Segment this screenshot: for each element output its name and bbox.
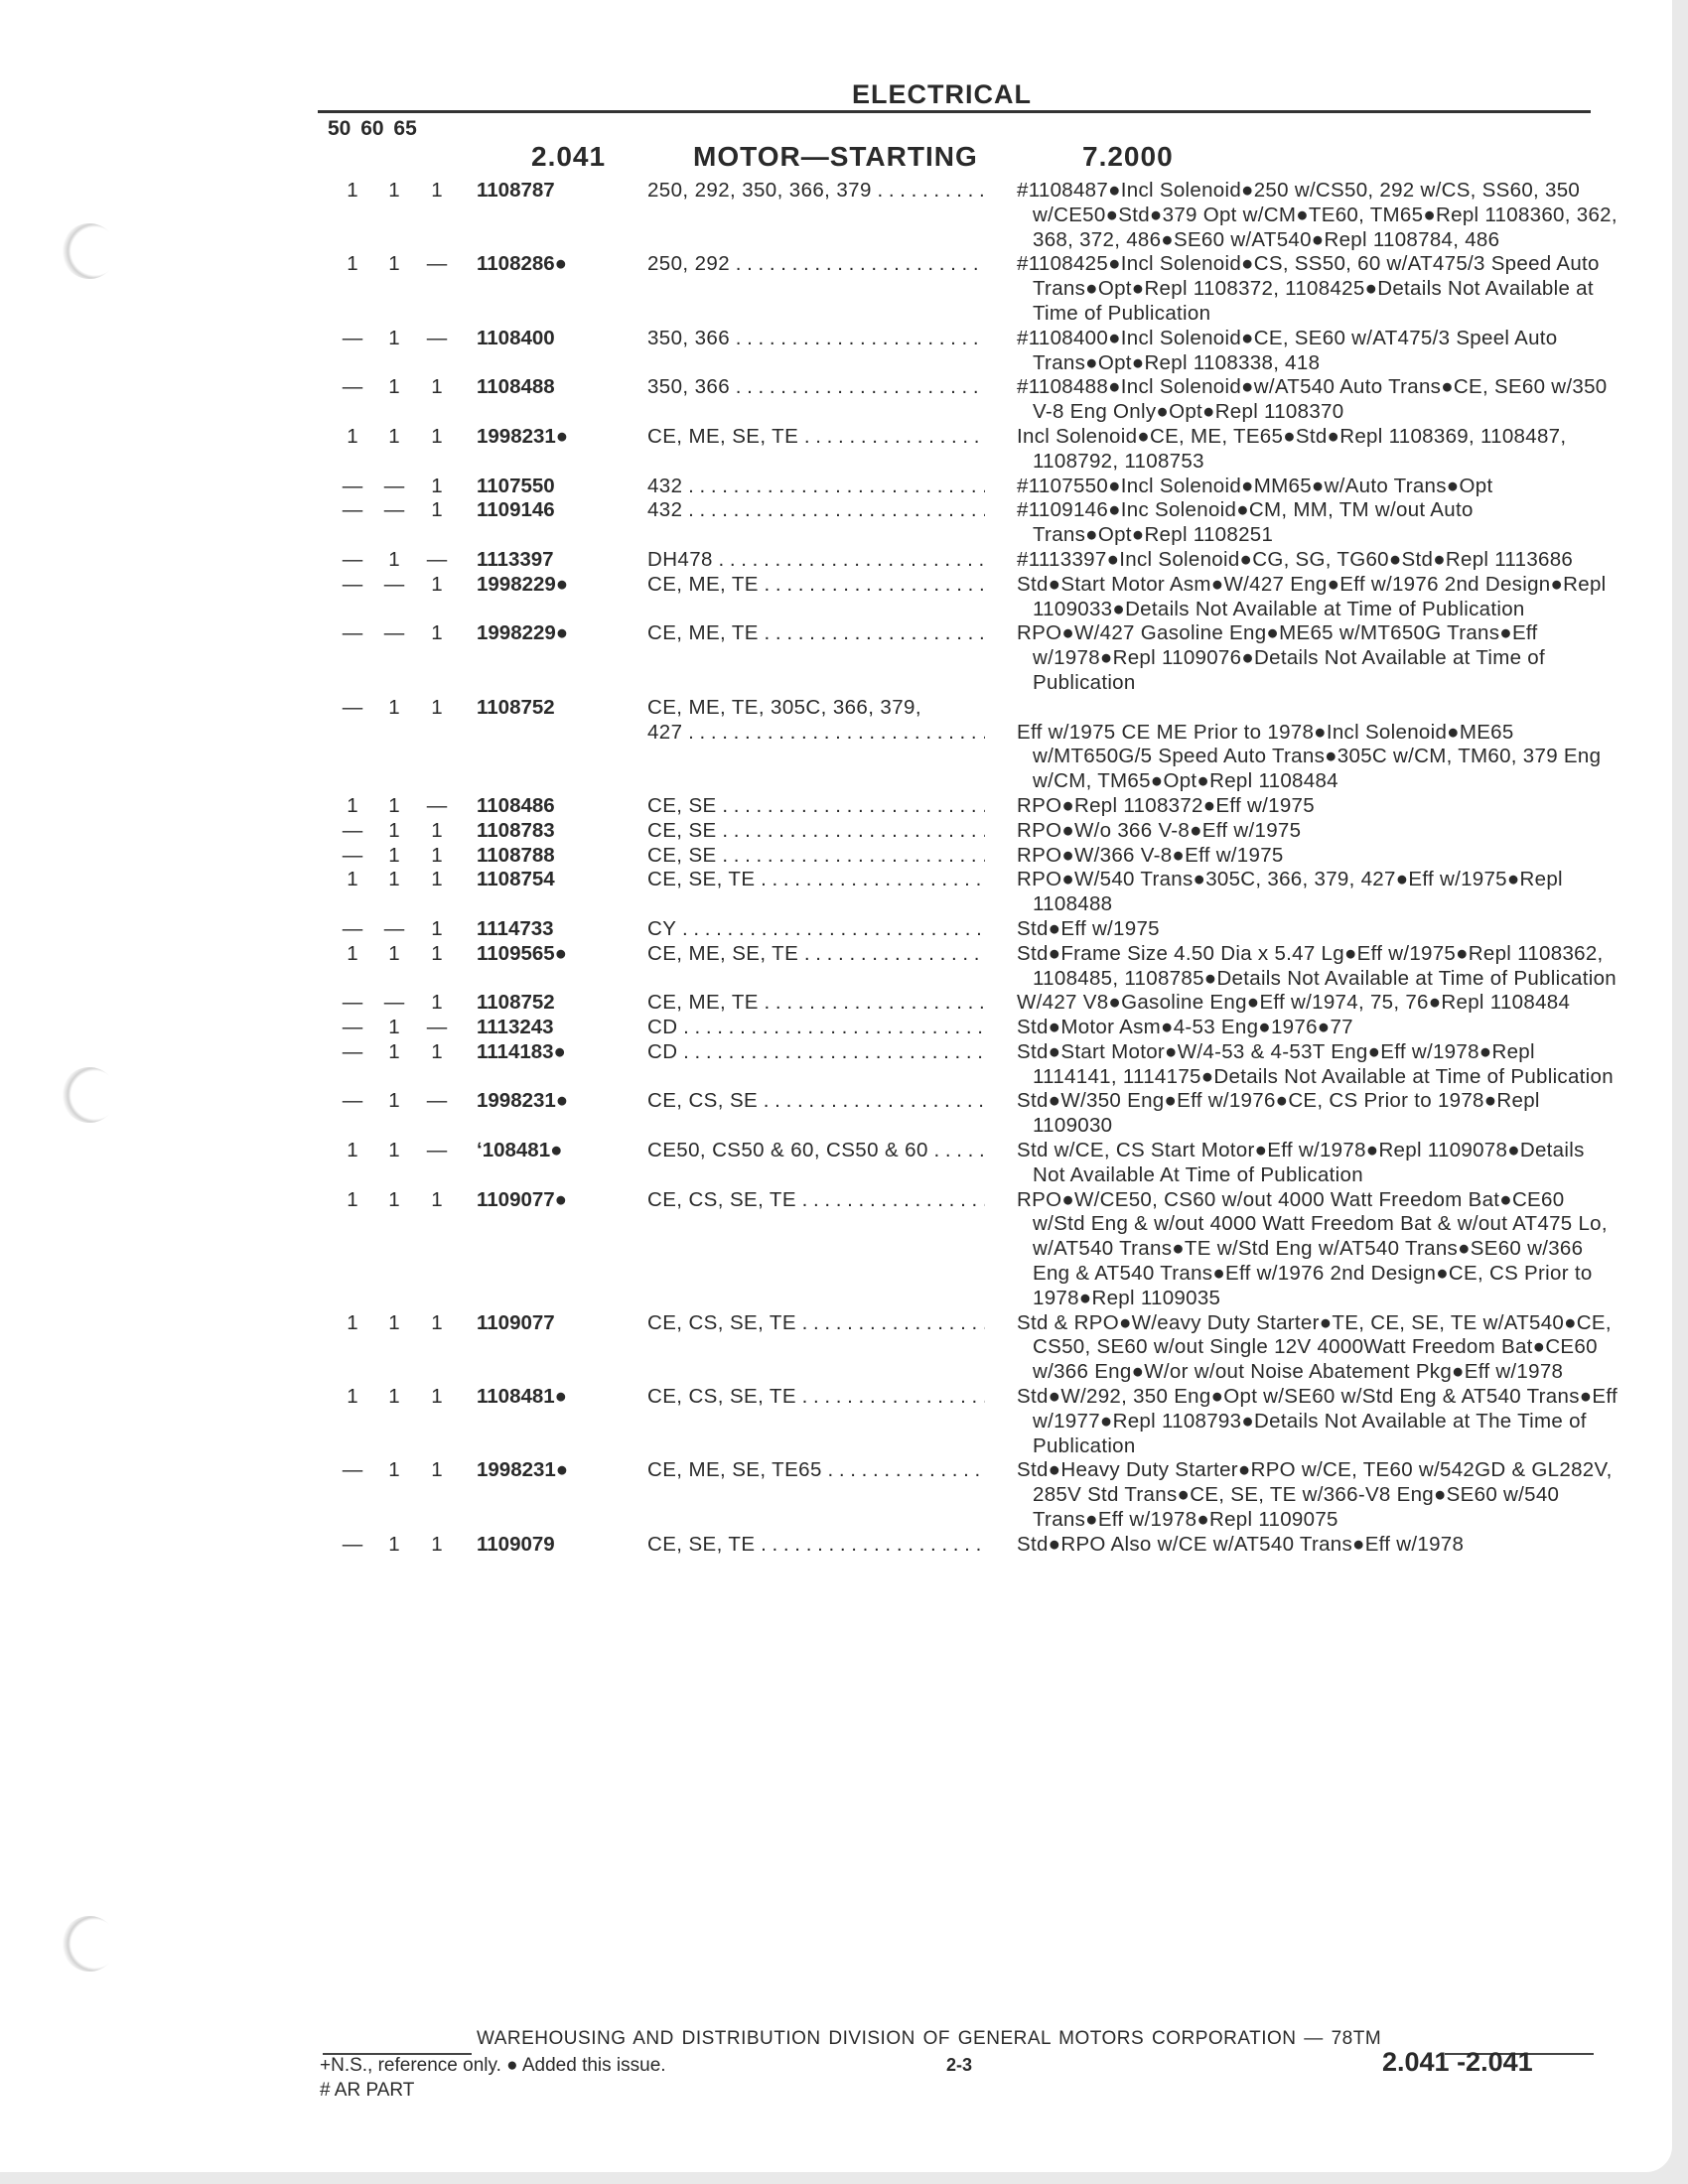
part-number: 1114183● (477, 1039, 566, 1063)
year-60-qty: 1 (388, 1016, 400, 1039)
year-50-qty: 1 (347, 252, 358, 276)
part-description: Std●Eff w/1975 (1017, 916, 1160, 940)
table-row (0, 942, 1688, 992)
year-65-qty: — (426, 1016, 448, 1039)
year-60-qty: 1 (388, 1187, 400, 1211)
part-number: 1108481● (477, 1385, 568, 1409)
model-application: CE50, CS50 & 60, CS50 & 60 . . . (647, 1139, 985, 1163)
table-row (0, 917, 1688, 942)
table-row (0, 498, 1688, 548)
model-application: CE, ME, SE, TE65 . . . (647, 1458, 985, 1483)
year-60-qty: 1 (388, 1458, 400, 1482)
table-row (0, 1040, 1688, 1090)
model-application: CE, ME, SE, TE . . . (647, 425, 985, 450)
table-row (0, 991, 1688, 1016)
part-description: #1108425●Incl Solenoid●CS, SS50, 60 w/AT475/3 Speed Auto Trans●Opt●Repl 1108372, 1108425●Details Not Available at Time of Publication (1017, 252, 1600, 325)
year-50-qty: — (342, 843, 363, 867)
model-application: CE, CS, SE, TE . . . (647, 1311, 985, 1336)
year-65-qty: 1 (431, 621, 443, 645)
page-number: 2-3 (946, 2055, 973, 2075)
model-application: CE, ME, TE . . . (647, 621, 985, 646)
year-65-qty: 1 (431, 1385, 443, 1409)
part-description: Std●W/350 Eng●Eff w/1976●CE, CS Prior to 1978●Repl 1109030 (1017, 1089, 1540, 1138)
table-row (0, 1458, 1688, 1532)
year-50-qty: 1 (347, 941, 358, 965)
table-row (0, 868, 1688, 917)
year-60-qty: 1 (388, 941, 400, 965)
table-row (0, 621, 1688, 695)
part-description: RPO●W/CE50, CS60 w/out 4000 Watt Freedom Bat●CE60 w/Std Eng & w/out 4000 Watt Freedom Bat & w/out AT475 Lo, w/AT540 Trans●TE w/Std Eng w/AT540 Trans●SE60 w/366 Eng & AT540 Trans●Eff w/1976 2nd Design●CE, CS Prior to 1978●Repl 1109035 (1017, 1187, 1608, 1309)
model-application: CE, CS, SE . . . (647, 1089, 985, 1114)
part-number: 1108788 (477, 843, 555, 867)
year-50-qty: — (342, 1039, 363, 1063)
part-number: 1108286● (477, 252, 568, 276)
year-50-qty: — (342, 375, 363, 399)
year-65-qty: — (426, 547, 448, 571)
year-50-qty: 1 (347, 1139, 358, 1162)
group-number: 2.041 (531, 141, 607, 172)
model-application: DH478 . . . (647, 548, 985, 573)
year-50-qty: — (342, 498, 363, 522)
year-65-qty: 1 (431, 1458, 443, 1482)
part-number: 1109565● (477, 941, 568, 965)
binder-hole (62, 1916, 117, 1972)
year-65-qty: — (426, 1089, 448, 1113)
header-rule (318, 110, 1591, 113)
year-65-qty: 1 (431, 941, 443, 965)
model-application: CE, ME, TE . . . (647, 573, 985, 598)
year-60-qty: 1 (388, 1089, 400, 1113)
model-application: 250, 292 . . . (647, 252, 985, 277)
year-50-qty: 1 (347, 1310, 358, 1334)
year-60-qty: 1 (388, 1532, 400, 1556)
year-50-qty: — (342, 1532, 363, 1556)
part-number: ʻ108481● (477, 1139, 563, 1162)
part-number: 1998229● (477, 621, 569, 645)
model-application: 432 . . . (647, 498, 985, 523)
year-65-qty: 1 (431, 1187, 443, 1211)
table-row (0, 573, 1688, 622)
year-50-qty: — (342, 991, 363, 1015)
table-row (0, 844, 1688, 869)
part-number: 1108787 (477, 179, 555, 202)
part-description: RPO●W/540 Trans●305C, 366, 379, 427●Eff w/1975●Repl 1108488 (1017, 868, 1563, 916)
table-row (0, 252, 1688, 326)
group-name: MOTOR—STARTING (693, 141, 978, 172)
year-50-qty: — (342, 1458, 363, 1482)
part-number: 1108754 (477, 868, 555, 891)
model-application: CE, SE . . . (647, 844, 985, 869)
part-description: Std●Heavy Duty Starter●RPO w/CE, TE60 w/542GD & GL282V, 285V Std Trans●CE, SE, TE w/366-V8 Eng●SE60 w/540 Trans●Eff w/1978●Repl 1109075 (1017, 1458, 1613, 1532)
table-row (0, 1533, 1688, 1558)
part-description: Std●Start Motor Asm●W/427 Eng●Eff w/1976 2nd Design●Repl 1109033●Details Not Available at Time of Publication (1017, 572, 1607, 620)
part-description: RPO●Repl 1108372●Eff w/1975 (1017, 793, 1315, 817)
year-50-qty: — (342, 474, 363, 497)
year-60-qty: 1 (388, 793, 400, 817)
table-row (0, 475, 1688, 499)
part-description: #1109146●Inc Solenoid●CM, MM, TM w/out Auto Trans●Opt●Repl 1108251 (1017, 498, 1474, 547)
model-application: CY . . . (647, 917, 985, 942)
model-application: 350, 366 . . . (647, 327, 985, 351)
model-application: CE, SE . . . (647, 794, 985, 819)
year-60-qty: 1 (388, 375, 400, 399)
year-65-qty: 1 (431, 474, 443, 497)
year-65-qty: 1 (431, 991, 443, 1015)
year-50-qty: — (342, 916, 363, 940)
year-60-qty: — (383, 916, 405, 940)
table-row (0, 1016, 1688, 1040)
part-number: 1998231● (477, 424, 569, 448)
year-65-qty: 1 (431, 1532, 443, 1556)
table-row (0, 1089, 1688, 1139)
part-number: 1998231● (477, 1458, 569, 1482)
part-number: 1109077 (477, 1310, 555, 1334)
part-description: W/427 V8●Gasoline Eng●Eff w/1974, 75, 76●Repl 1108484 (1017, 991, 1571, 1015)
model-application: CD . . . (647, 1040, 985, 1065)
part-description: Std●Frame Size 4.50 Dia x 5.47 Lg●Eff w/1975●Repl 1108362, 1108485, 1108785●Details Not Available at Time of Publication (1017, 941, 1617, 990)
part-description: RPO●W/o 366 V-8●Eff w/1975 (1017, 818, 1302, 842)
year-65-qty: 1 (431, 916, 443, 940)
part-number: 1109146 (477, 498, 555, 522)
parts-table (0, 179, 1688, 1558)
part-description: Std●RPO Also w/CE w/AT540 Trans●Eff w/1978 (1017, 1532, 1465, 1556)
model-application: 350, 366 . . . (647, 375, 985, 400)
year-50-qty: 1 (347, 793, 358, 817)
part-number: 1108752 (477, 991, 555, 1015)
part-number: 1113397 (477, 547, 554, 571)
year-50-qty: 1 (347, 1187, 358, 1211)
table-row (0, 1311, 1688, 1385)
model-application: CE, SE, TE . . . (647, 1533, 985, 1558)
model-application: CE, CS, SE, TE . . . (647, 1188, 985, 1213)
year-65-qty: 1 (431, 868, 443, 891)
year-65-qty: 1 (431, 1039, 443, 1063)
part-number: 1108752 (477, 695, 555, 719)
year-65-qty: 1 (431, 695, 443, 719)
year-60-qty: — (383, 621, 405, 645)
year-50-qty: 1 (347, 1385, 358, 1409)
part-description: Eff w/1975 CE ME Prior to 1978●Incl Solenoid●ME65 w/MT650G/5 Speed Auto Trans●305C w/CM, TM60, 379 Eng w/CM, TM65●Opt●Repl 1108484 (1017, 720, 1602, 793)
table-row (0, 1188, 1688, 1311)
table-row (0, 696, 1688, 794)
part-number: 1998231● (477, 1089, 569, 1113)
footer-note: +N.S., reference only. ● Added this issue. (320, 2055, 666, 2076)
year-50-qty: — (342, 818, 363, 842)
part-number: 1113243 (477, 1016, 554, 1039)
model-application-cont: 427 . . . (647, 721, 985, 746)
table-row (0, 327, 1688, 376)
year-50-qty: — (342, 1016, 363, 1039)
year-60-qty: 1 (388, 547, 400, 571)
part-description: Std●Start Motor●W/4-53 & 4-53T Eng●Eff w/1978●Repl 1114141, 1114175●Details Not Available at Time of Publication (1017, 1039, 1614, 1088)
table-row (0, 179, 1688, 252)
year-50-qty: — (342, 572, 363, 596)
model-application: CE, SE, TE . . . (647, 868, 985, 892)
table-row (0, 794, 1688, 819)
model-application: CE, CS, SE, TE . . . (647, 1385, 985, 1410)
model-application: CE, ME, TE . . . (647, 991, 985, 1016)
year-65-qty: — (426, 326, 448, 349)
year-60-qty: 1 (388, 179, 400, 202)
year-65-qty: 1 (431, 843, 443, 867)
model-application: 250, 292, 350, 366, 379 . . . (647, 179, 985, 204)
year-50-qty: — (342, 326, 363, 349)
year-60-qty: 1 (388, 424, 400, 448)
year-65-qty: 1 (431, 375, 443, 399)
part-number: 1108486 (477, 793, 555, 817)
part-description: #1108487●Incl Solenoid●250 w/CS50, 292 w/CS, SS60, 350 w/CE50●Std●379 Opt w/CM●TE60, TM65●Repl 1108360, 362, 368, 372, 486●SE60 w/AT540●Repl 1108784, 486 (1017, 179, 1618, 251)
part-description: Std w/CE, CS Start Motor●Eff w/1978●Repl 1109078●Details Not Available At Time of Publication (1017, 1139, 1585, 1186)
year-50-qty: 1 (347, 868, 358, 891)
model-application: CE, ME, TE, 305C, 366, 379, (647, 695, 921, 719)
part-description: Incl Solenoid●CE, ME, TE65●Std●Repl 1108369, 1108487, 1108792, 1108753 (1017, 424, 1567, 473)
group-code: 7.2000 (1082, 141, 1174, 172)
year-65-qty: 1 (431, 424, 443, 448)
year-60-qty: — (383, 474, 405, 497)
year-65-qty: 1 (431, 818, 443, 842)
footer-division: WAREHOUSING AND DISTRIBUTION DIVISION OF GENERAL MOTORS CORPORATION — 78TM (477, 2028, 1382, 2049)
year-60-qty: 1 (388, 1039, 400, 1063)
year-60-qty: 1 (388, 1385, 400, 1409)
model-application: CE, ME, SE, TE . . . (647, 942, 985, 967)
year-50-qty: — (342, 695, 363, 719)
part-description: RPO●W/427 Gasoline Eng●ME65 w/MT650G Trans●Eff w/1978●Repl 1109076●Details Not Available at Time of Publication (1017, 621, 1545, 694)
year-65-qty: 1 (431, 1310, 443, 1334)
year-60-qty: 1 (388, 868, 400, 891)
year-60-qty: 1 (388, 843, 400, 867)
year-65-qty: — (426, 252, 448, 276)
table-row (0, 1385, 1688, 1458)
part-number: 1114733 (477, 916, 554, 940)
year-65-qty: — (426, 793, 448, 817)
year-60-qty: 1 (388, 695, 400, 719)
part-number: 1998229● (477, 572, 569, 596)
part-number: 1109077● (477, 1187, 568, 1211)
model-application: CE, SE . . . (647, 819, 985, 844)
year-60-qty: 1 (388, 1310, 400, 1334)
part-description: #1107550●Incl Solenoid●MM65●w/Auto Trans●Opt (1017, 474, 1493, 497)
year-60-qty: 1 (388, 1139, 400, 1162)
years-header: 50 60 65 (328, 117, 417, 140)
year-60-qty: — (383, 991, 405, 1015)
part-description: #1113397●Incl Solenoid●CG, SG, TG60●Std●Repl 1113686 (1017, 547, 1574, 571)
year-50-qty: — (342, 621, 363, 645)
part-number: 1107550 (477, 474, 555, 497)
table-row (0, 375, 1688, 425)
part-description: #1108400●Incl Solenoid●CE, SE60 w/AT475/3 Speel Auto Trans●Opt●Repl 1108338, 418 (1017, 326, 1558, 374)
part-number: 1108488 (477, 375, 555, 399)
year-50-qty: 1 (347, 179, 358, 202)
year-65-qty: 1 (431, 498, 443, 522)
table-row (0, 1139, 1688, 1188)
part-number: 1108783 (477, 818, 555, 842)
table-row (0, 548, 1688, 573)
footer-ar-note: # AR PART (320, 2080, 415, 2101)
year-65-qty: — (426, 1139, 448, 1162)
year-60-qty: — (383, 498, 405, 522)
section-title: ELECTRICAL (852, 79, 1032, 109)
part-number: 1109079 (477, 1532, 555, 1556)
part-description: #1108488●Incl Solenoid●w/AT540 Auto Trans●CE, SE60 w/350 V-8 Eng Only●Opt●Repl 1108370 (1017, 375, 1608, 424)
table-row (0, 819, 1688, 844)
part-description: Std & RPO●W/eavy Duty Starter●TE, CE, SE, TE w/AT540●CE, CS50, SE60 w/out Single 12V 4000Watt Freedom Bat●CE60 w/366 Eng●W/or w/out Noise Abatement Pkg●Eff w/1978 (1017, 1310, 1612, 1384)
model-application: CD . . . (647, 1016, 985, 1040)
part-description: Std●W/292, 350 Eng●Opt w/SE60 w/Std Eng & AT540 Trans●Eff w/1977●Repl 1108793●Details Not Available at The Time of Publication (1017, 1385, 1618, 1457)
year-50-qty: — (342, 1089, 363, 1113)
year-60-qty: — (383, 572, 405, 596)
part-description: RPO●W/366 V-8●Eff w/1975 (1017, 843, 1284, 867)
year-60-qty: 1 (388, 818, 400, 842)
year-65-qty: 1 (431, 572, 443, 596)
table-row (0, 425, 1688, 475)
year-60-qty: 1 (388, 252, 400, 276)
part-number: 1108400 (477, 326, 555, 349)
year-50-qty: — (342, 547, 363, 571)
year-65-qty: 1 (431, 179, 443, 202)
year-60-qty: 1 (388, 326, 400, 349)
section-range: 2.041 -2.041 (1382, 2047, 1533, 2077)
model-application: 432 . . . (647, 475, 985, 499)
year-50-qty: 1 (347, 424, 358, 448)
part-description: Std●Motor Asm●4-53 Eng●1976●77 (1017, 1016, 1353, 1039)
